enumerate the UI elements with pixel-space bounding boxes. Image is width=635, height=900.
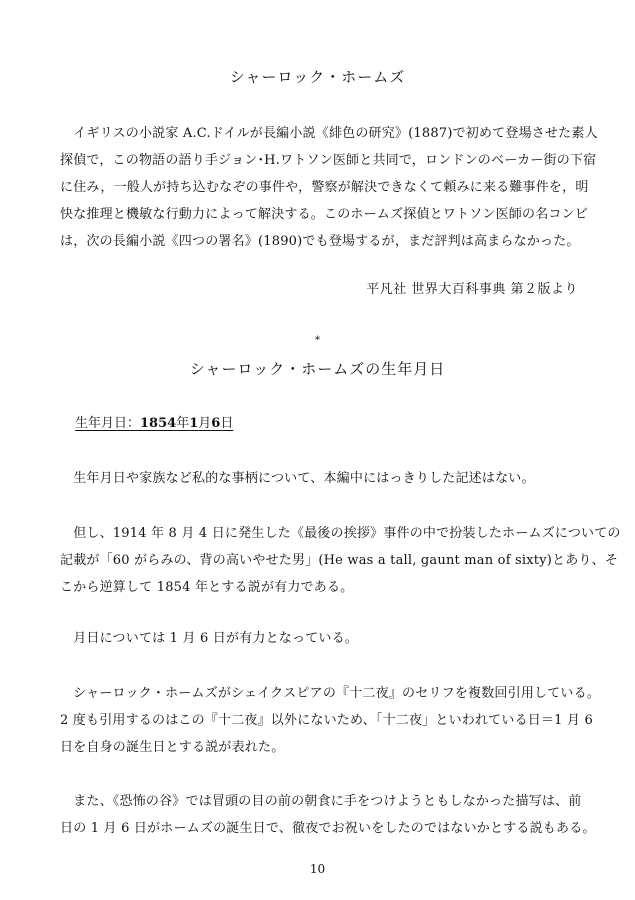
paragraph-line: こから逆算して 1854 年とする説が有力である。: [60, 580, 354, 595]
birthday-heading: [75, 412, 233, 431]
paragraph-line: また、《恐怖の谷》では冒頭の目の前の朝食に手をつけようともしなかった描写は、前: [60, 794, 582, 809]
paragraph-line: イギリスの小説家 A.C.ドイルが長編小説《緋色の研究》(1887)で初めて登場させた素人: [60, 126, 598, 141]
birthday-day-unit: 日: [220, 416, 234, 431]
birthday-day: 6: [211, 416, 221, 431]
paragraph-line: 探偵で，この物語の語り手ジョン･H.ワトソン医師と共同で，ロンドンのベーカー街の下宿: [60, 153, 597, 168]
paragraph-last-bow: [60, 520, 621, 601]
paragraph-line: 月日については 1 月 6 日が有力となっている。: [60, 631, 359, 646]
paragraph-no-record: [60, 465, 578, 492]
birthday-year: 1854: [140, 416, 177, 431]
source-citation: 平凡社 世界大百科事典 第２版より: [366, 282, 578, 297]
paragraph-line: 日を自身の誕生日とする説が表れた。: [60, 740, 285, 755]
paragraph-line: は，次の長編小説《四つの署名》(1890)でも登場するが，まだ評判は高まらなかった。: [60, 234, 580, 249]
birthday-month-unit: 月: [198, 416, 212, 431]
paragraph-line: 但し、1914 年 8 月 4 日に発生した《最後の挨拶》事件の中で扮装したホームズについての: [60, 526, 621, 541]
paragraph-twelfth-night: [60, 680, 601, 761]
encyclopedia-paragraph: [60, 120, 598, 255]
section-separator: *: [315, 335, 320, 346]
paragraph-valley-of-fear: [60, 788, 596, 842]
section-title-birthday: シャーロック・ホームズの生年月日: [189, 360, 446, 378]
paragraph-line: 日の 1 月 6 日がホームズの誕生日で、徹夜でお祝いをしたのではないかとする説もある。: [60, 821, 596, 836]
birthday-label: 生年月日：: [75, 416, 141, 431]
paragraph-line: 記載が「60 がらみの、背の高いやせた男」(He was a tall, gaunt man of sixty)とあり、そ: [60, 553, 619, 568]
paragraph-line: 生年月日や家族など私的な事柄について、本編中にはっきりした記述はない。: [60, 471, 535, 486]
paragraph-line: に住み，一般人が持ち込むなぞの事件や，警察が解決できなくて頼みに来る難事件を，明: [60, 180, 589, 195]
paragraph-line: シャーロック・ホームズがシェイクスピアの『十二夜』のセリフを複数回引用している。: [60, 686, 601, 701]
birthday-year-unit: 年: [176, 416, 190, 431]
birthday-month: 1: [189, 416, 199, 431]
paragraph-month-day: [60, 625, 578, 652]
paragraph-line: 快な推理と機敏な行動力によって解決する。このホームズ探偵とワトソン医師の名コンビ: [60, 207, 589, 222]
section-title-sherlock-holmes: シャーロック・ホームズ: [229, 68, 406, 86]
page-number: 10: [309, 862, 326, 876]
paragraph-line: 2 度も引用するのはこの『十二夜』以外にないため、「十二夜」といわれている日＝1 月 6: [60, 713, 593, 728]
